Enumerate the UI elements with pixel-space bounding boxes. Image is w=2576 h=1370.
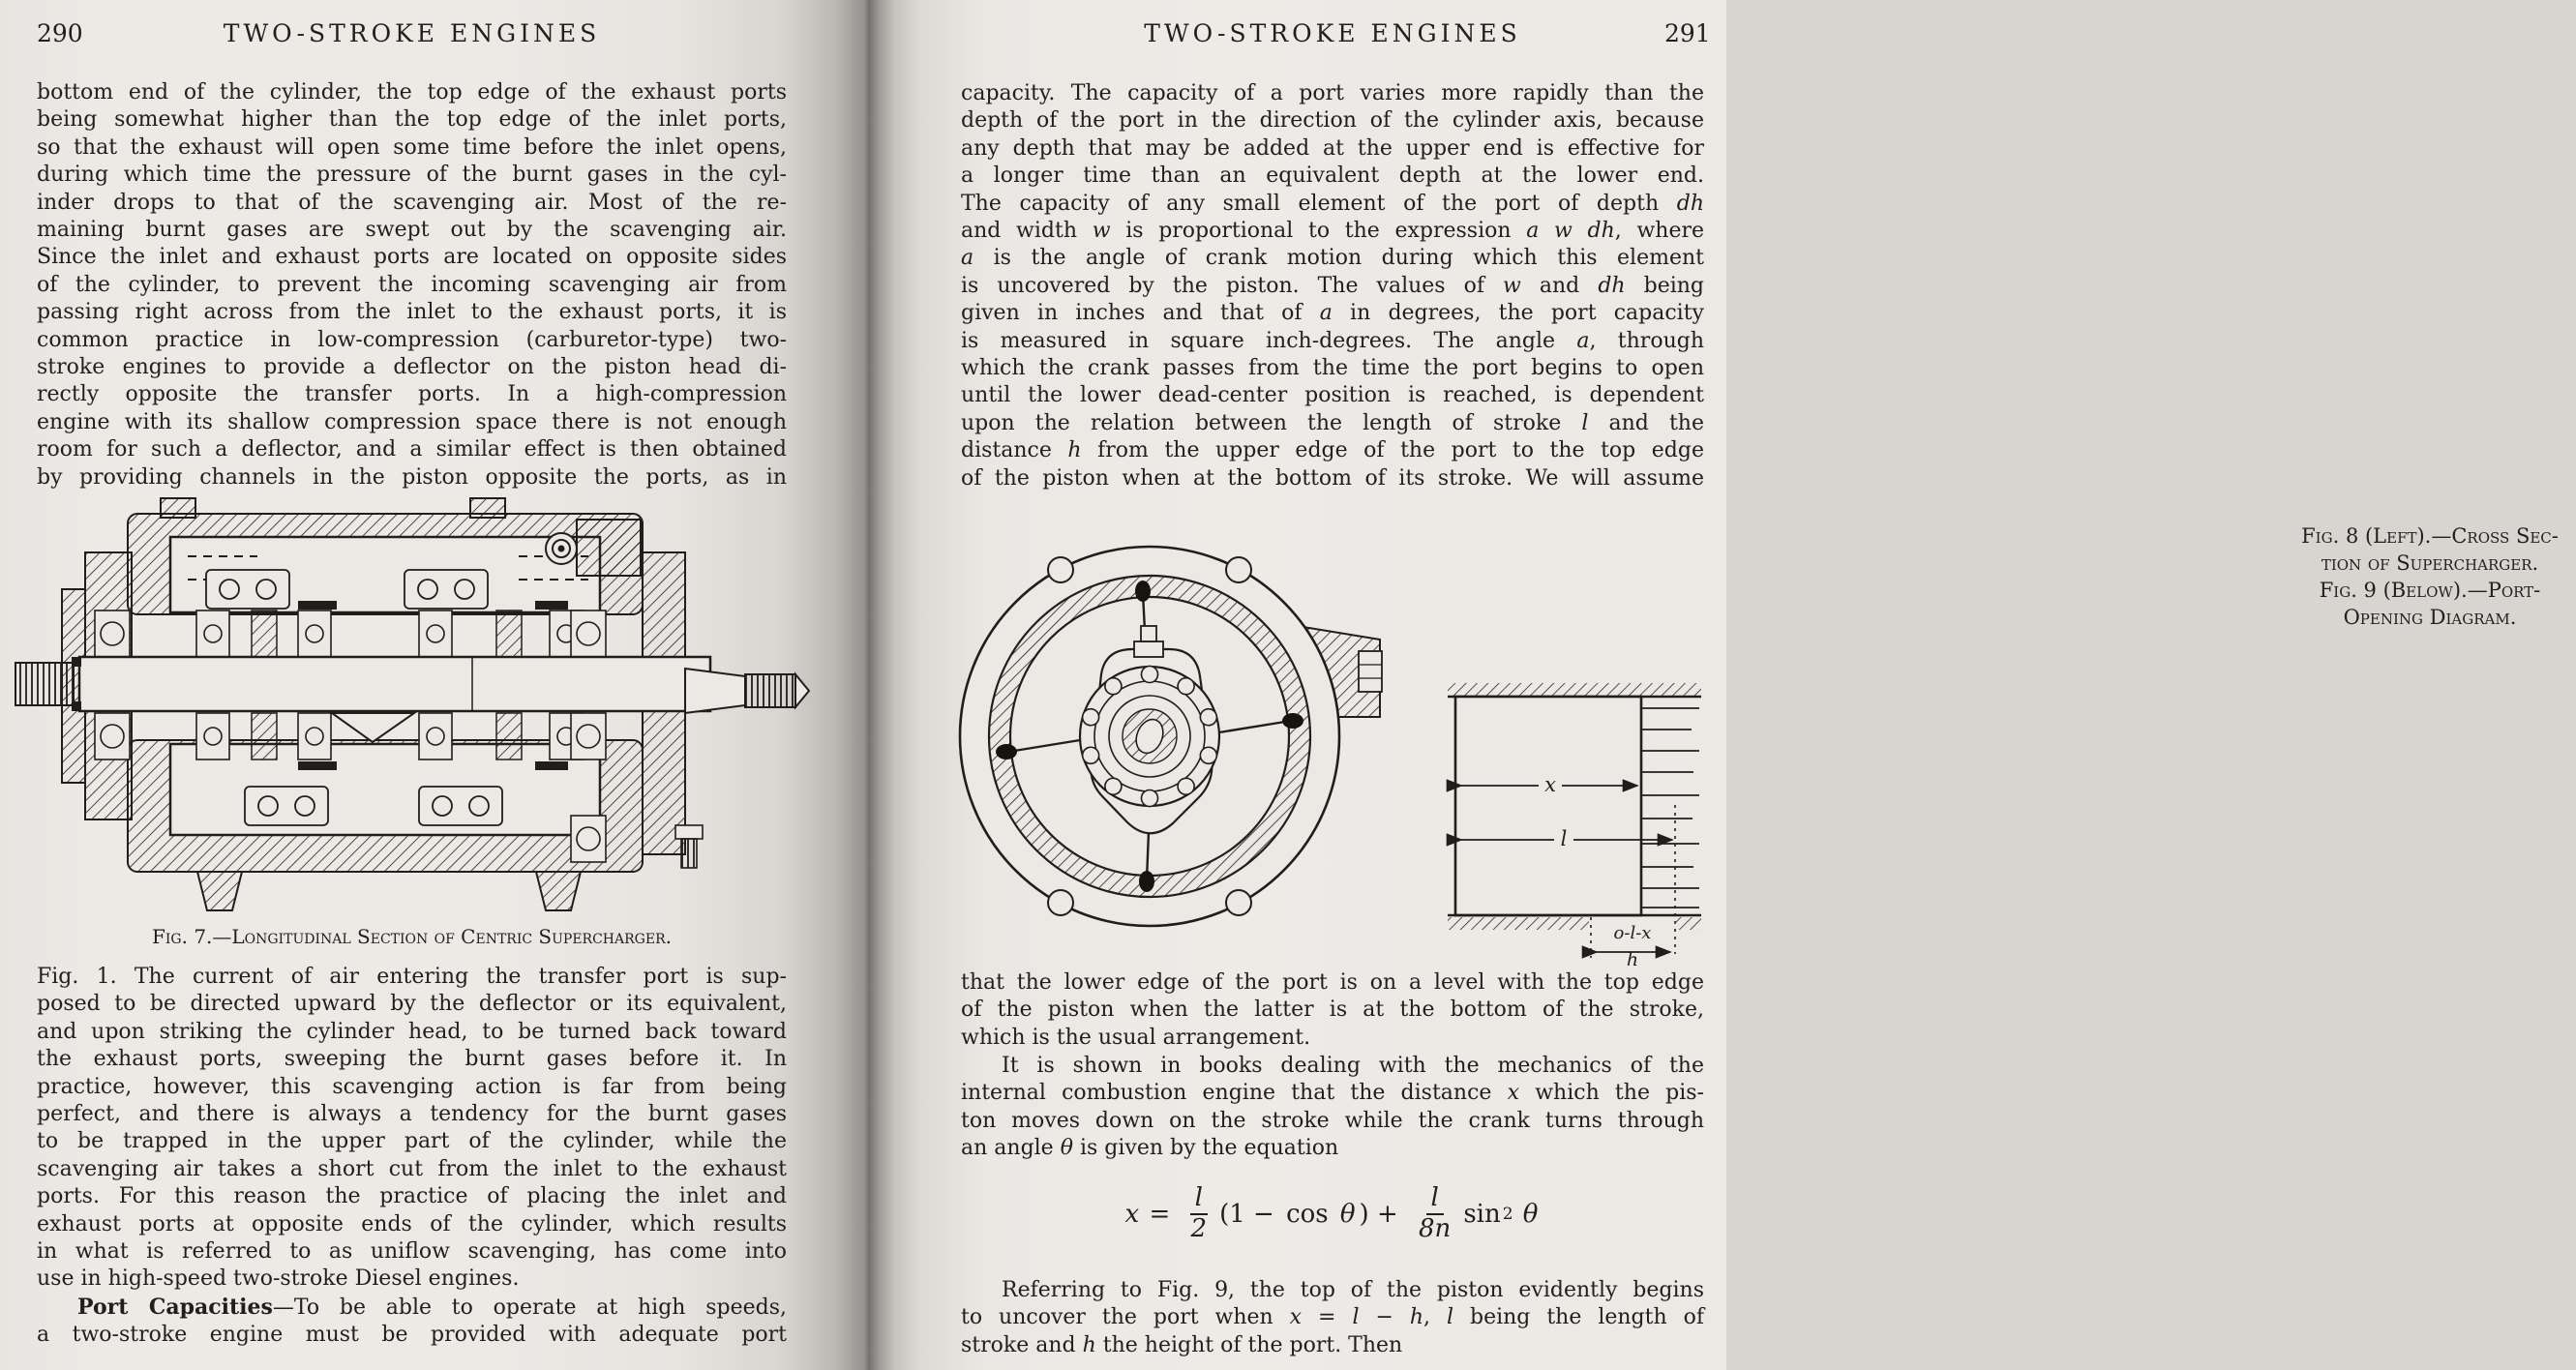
text-line: inder drops to that of the scavenging air. Most of the re- [37, 190, 787, 215]
text-line: rectly opposite the transfer ports. In a high-compression [37, 382, 787, 407]
fig9-label-olx: o-l-x [1613, 923, 1652, 943]
text-line: maining burnt gases are swept out by the scavenging air. [37, 218, 787, 243]
text-line: given in inches and that of a in degrees, the port capacity [961, 301, 1704, 326]
text-line: is measured in square inch-degrees. The angle a, through [961, 328, 1704, 353]
text-line: practice, however, this scavenging action is far from being [37, 1074, 787, 1099]
text-line: Port Capacities—To be able to operate at high speeds, [77, 1295, 787, 1320]
text-line: until the lower dead-center position is reached, is dependent [961, 383, 1704, 408]
text-line: common practice in low-compression (carburetor-type) two- [37, 327, 787, 352]
paragraph [37, 964, 787, 1294]
text-line: bottom end of the cylinder, the top edge of the exhaust ports [37, 80, 787, 104]
equation-piston-travel: x = $\frac{l}{2}$ (1 − cos θ ) + $\frac{l}{8n}$ sin 2 θ [1124, 1183, 1539, 1243]
paragraph [961, 969, 1704, 1052]
text-line: which is the usual arrangement. [961, 1025, 1311, 1050]
figure-7-longitudinal-section [8, 496, 813, 916]
text-line: Since the inlet and exhaust ports are located on opposite sides [37, 245, 787, 270]
text-line: is uncovered by the piston. The values of w and dh being [961, 273, 1704, 298]
fig9-label-h: h [1626, 949, 1639, 970]
text-line: engine with its shallow compression space there is not enough [37, 409, 787, 434]
running-title-right: TWO-STROKE ENGINES [1144, 19, 1521, 47]
fig9-label-l: l [1560, 827, 1568, 850]
text-line: a two-stroke engine must be provided with adequate port [37, 1323, 787, 1348]
text-line: that the lower edge of the port is on a level with the top edge [961, 970, 1704, 995]
text-line: internal combustion engine that the distance x which the pis- [961, 1081, 1704, 1106]
text-line: Fig. 1. The current of air entering the transfer port is sup- [37, 965, 787, 989]
text-line: Fig. 8 (Left).—Cross Sec- [2301, 524, 2559, 548]
text-line: and upon striking the cylinder head, to be turned back toward [37, 1019, 787, 1044]
text-line: Opening Diagram. [2343, 606, 2517, 629]
page-291 [869, 0, 2559, 1370]
text-line: to uncover the port when x = l − h, l being the length of [961, 1305, 1704, 1330]
text-line: It is shown in books dealing with the mechanics of the [1002, 1054, 1704, 1078]
text-line: tion of Supercharger. [2321, 551, 2539, 575]
text-line: of the piston when at the bottom of its stroke. We will assume [961, 465, 1704, 491]
text-line: a longer time than an equivalent depth at the lower end. [961, 164, 1704, 189]
text-line: in what is referred to as uniflow scavenging, has come into [37, 1239, 787, 1265]
text-line: being somewhat higher than the top edge of the inlet ports, [37, 107, 787, 133]
text-line: of the cylinder, to prevent the incoming scavenging air from [37, 272, 787, 297]
fig9-label-x: x [1544, 773, 1556, 796]
figure-9-port-opening-diagram [1446, 681, 1707, 968]
page-number-left: 290 [37, 19, 83, 47]
page-290 [0, 0, 869, 1370]
text-line: during which time the pressure of the burnt gases in the cyl- [37, 163, 787, 188]
page-number-right: 291 [1664, 19, 1711, 47]
paragraph [961, 80, 1704, 492]
text-line: posed to be directed upward by the deflector or its equivalent, [37, 992, 787, 1017]
figure-8-cross-section [954, 527, 1388, 945]
text-line: perfect, and there is always a tendency for the burnt gases [37, 1102, 787, 1127]
paragraph [961, 1277, 1704, 1359]
fraction: $\frac{l}{8n}$ [1419, 1183, 1452, 1243]
text-line: passing right across from the inlet to the exhaust ports, it is [37, 300, 787, 325]
text-line: to be trapped in the upper part of the cylinder, while the [37, 1129, 787, 1154]
text-line: the exhaust ports, sweeping the burnt gases before it. In [37, 1047, 787, 1072]
text-line: a is the angle of crank motion during which this element [961, 246, 1704, 271]
running-title-left: TWO-STROKE ENGINES [223, 19, 601, 47]
text-line: an angle θ is given by the equation [961, 1136, 1339, 1161]
text-line: Referring to Fig. 9, the top of the piston evidently begins [1002, 1278, 1704, 1302]
text-line: of the piston when the latter is at the bottom of the stroke, [961, 998, 1704, 1023]
text-line: room for such a deflector, and a similar effect is then obtained [37, 437, 787, 462]
text-line: so that the exhaust will open some time before the inlet opens, [37, 134, 787, 160]
paragraph [37, 1294, 787, 1350]
equation-lhs: x [1124, 1200, 1140, 1229]
paragraph [37, 79, 787, 491]
paragraph [961, 1053, 1704, 1163]
text-line: stroke engines to provide a deflector on the piston head di- [37, 355, 787, 380]
fraction: $\frac{l}{2}$ [1190, 1183, 1208, 1243]
text-line: exhaust ports at opposite ends of the cylinder, which results [37, 1211, 787, 1236]
text-line: by providing channels in the piston opposite the ports, as in [37, 464, 787, 490]
text-line: capacity. The capacity of a port varies more rapidly than the [961, 81, 1704, 105]
text-line: stroke and h the height of the port. Then [961, 1332, 1403, 1357]
text-line: Fig. 9 (Below).—Port- [2319, 579, 2541, 602]
text-line: depth of the port in the direction of the cylinder axis, because [961, 108, 1704, 134]
text-line: any depth that may be added at the upper end is effective for [961, 135, 1704, 161]
text-line: use in high-speed two-stroke Diesel engines. [37, 1266, 520, 1292]
text-line: scavenging air takes a short cut from the inlet to the exhaust [37, 1156, 787, 1181]
text-line: ton moves down on the stroke while the crank turns through [961, 1108, 1704, 1133]
figure-7-caption: Fig. 7.—Longitudinal Section of Centric Supercharger. [152, 925, 672, 948]
text-line: ports. For this reason the practice of placing the inlet and [37, 1184, 787, 1209]
text-line: upon the relation between the length of stroke l and the [961, 410, 1704, 435]
figure-8-9-caption [2284, 522, 2576, 631]
text-line: and width w is proportional to the expression a w dh, where [961, 219, 1705, 244]
text-line: which the crank passes from the time the port begins to open [961, 356, 1704, 381]
text-line: The capacity of any small element of the port of depth dh [961, 191, 1704, 216]
text-line: distance h from the upper edge of the port to the top edge [961, 438, 1704, 463]
